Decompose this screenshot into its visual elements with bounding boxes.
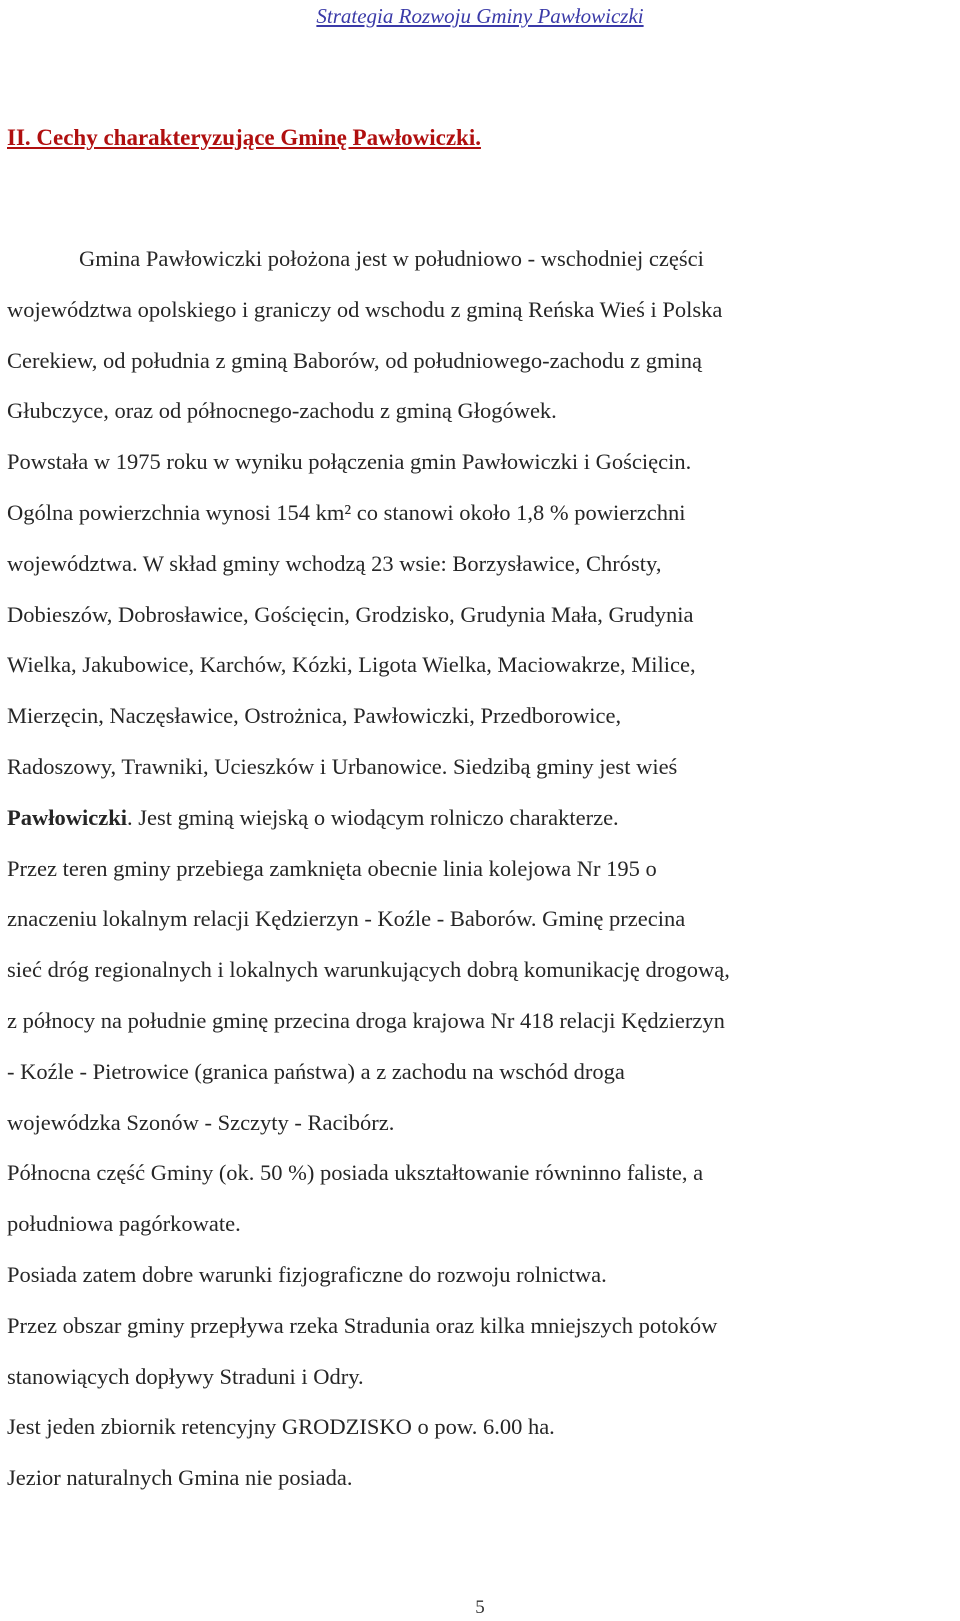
paragraph-line: stanowiących dopływy Straduni i Odry. (7, 1363, 364, 1389)
paragraph-line: województwa opolskiego i graniczy od wschodu z gminą Reńska Wieś i Polska (7, 296, 723, 322)
paragraph-line: Cerekiew, od południa z gminą Baborów, od południowego-zachodu z gminą (7, 347, 703, 373)
paragraph-line: - Koźle - Pietrowice (granica państwa) a z zachodu na wschód droga (7, 1058, 625, 1084)
paragraph-line: województwa. W skład gminy wchodzą 23 wsie: Borzysławice, Chrósty, (7, 550, 662, 576)
paragraph-line: znaczeniu lokalnym relacji Kędzierzyn - Koźle - Baborów. Gminę przecina (7, 906, 686, 932)
seat-name: Pawłowiczki (7, 804, 127, 830)
paragraph-line: Powstała w 1975 roku w wyniku połączenia gmin Pawłowiczki i Gościęcin. (7, 449, 692, 475)
paragraph-line: wojewódzka Szonów - Szczyty - Racibórz. (7, 1109, 395, 1135)
seat-line-text: . Jest gminą wiejską o wiodącym rolniczo charakterze. (126, 804, 619, 830)
paragraph-line: Gmina Pawłowiczki położona jest w południowo - wschodniej części (79, 246, 704, 271)
paragraph-line: Posiada zatem dobre warunki fizjograficzne do rozwoju rolnictwa. (7, 1261, 607, 1287)
paragraph-line: Przez obszar gminy przepływa rzeka Stradunia oraz kilka mniejszych potoków (7, 1312, 718, 1338)
paragraph-line: Jest jeden zbiornik retencyjny GRODZISKO o pow. 6.00 ha. (7, 1414, 555, 1440)
seat-line (7, 793, 955, 844)
paragraph-line: Wielka, Jakubowice, Karchów, Kózki, Ligota Wielka, Maciowakrze, Milice, (7, 652, 696, 678)
paragraph-line: Przez teren gminy przebiega zamknięta obecnie linia kolejowa Nr 195 o (7, 855, 657, 881)
paragraph-line: południowa pagórkowate. (7, 1211, 241, 1237)
paragraph-line: Ogólna powierzchnia wynosi 154 km² co stanowi około 1,8 % powierzchni (7, 499, 686, 525)
page-number: 5 (475, 1597, 485, 1618)
section-title: II. Cechy charakteryzujące Gminę Pawłowiczki. (7, 125, 481, 150)
paragraph-line: Północna część Gminy (ok. 50 %) posiada ukształtowanie równinno faliste, a (7, 1160, 704, 1186)
running-header: Strategia Rozwoju Gminy Pawłowiczki (316, 4, 644, 28)
paragraph-line: Jezior naturalnych Gmina nie posiada. (7, 1465, 353, 1491)
paragraph-line: z północy na południe gminę przecina droga krajowa Nr 418 relacji Kędzierzyn (7, 1007, 725, 1033)
paragraph-line: sieć dróg regionalnych i lokalnych warunkujących dobrą komunikację drogową, (7, 957, 730, 983)
body-text (7, 234, 955, 1504)
paragraph-line: Radoszowy, Trawniki, Ucieszków i Urbanowice. Siedzibą gminy jest wieś (7, 753, 678, 779)
paragraph-line: Głubczyce, oraz od północnego-zachodu z gminą Głogówek. (7, 398, 557, 424)
paragraph-line: Dobieszów, Dobrosławice, Gościęcin, Grodzisko, Grudynia Mała, Grudynia (7, 601, 694, 627)
paragraph-line: Mierzęcin, Naczęsławice, Ostrożnica, Pawłowiczki, Przedborowice, (7, 703, 622, 729)
